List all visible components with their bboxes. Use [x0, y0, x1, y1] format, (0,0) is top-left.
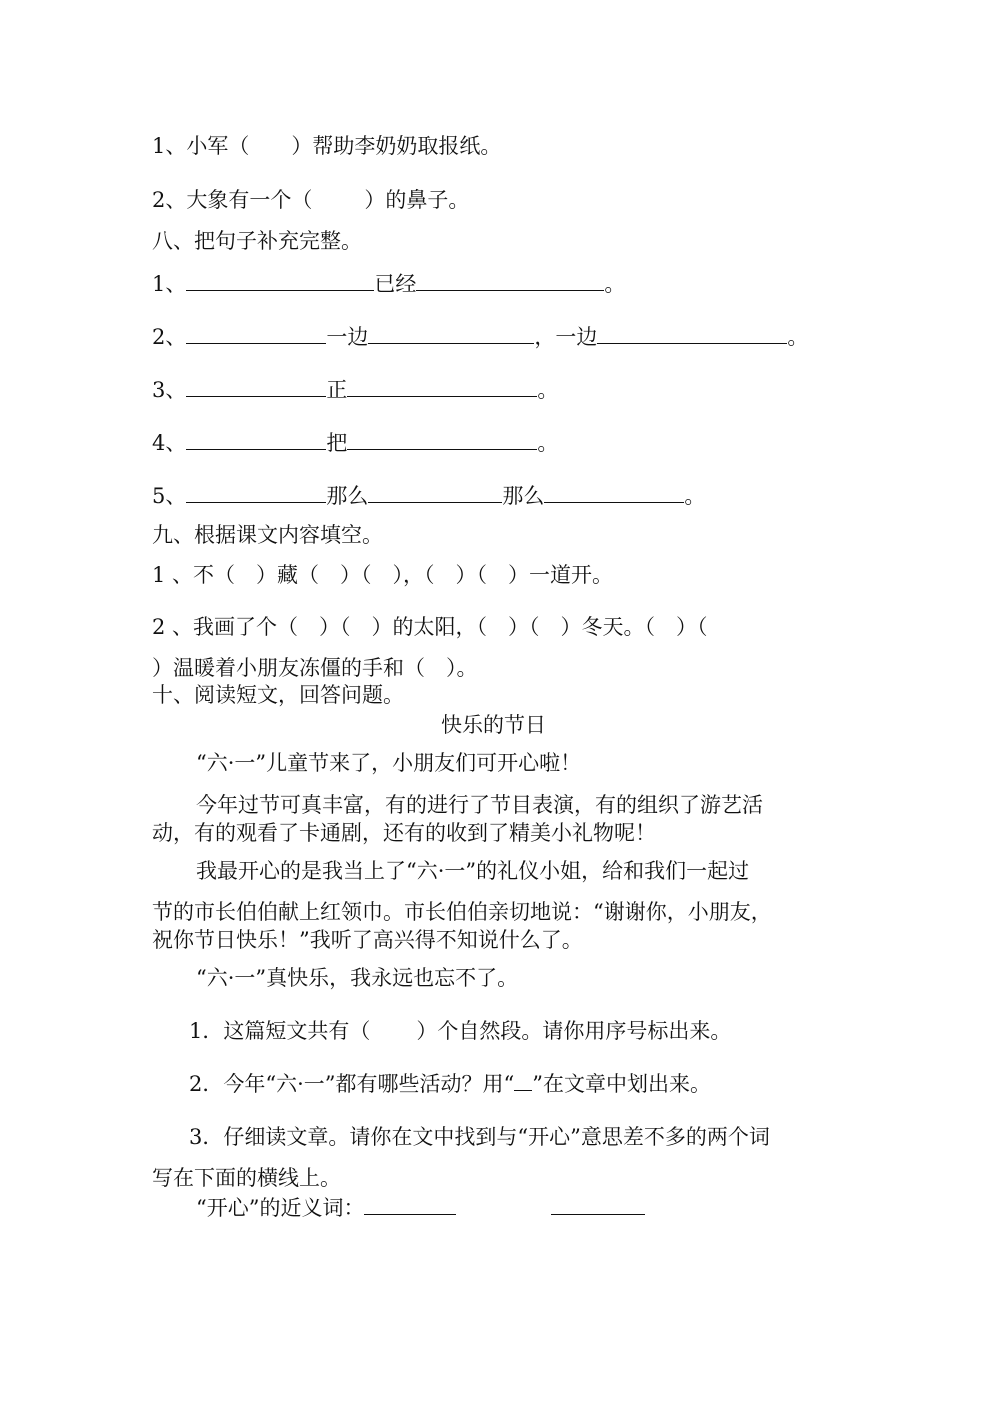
story-paragraph-2-line-1: 今年过节可真丰富，有的进行了节目表演，有的组织了游艺活	[196, 793, 763, 817]
fill-blank[interactable]	[544, 484, 684, 503]
sec9-line-2: 2 、我画了个（ ）（ ）的太阳，（ ）（ ）冬天。（ ）（	[152, 615, 708, 639]
fill-blank[interactable]	[368, 325, 534, 344]
question-3-line-2: 写在下面的横线上。	[152, 1166, 341, 1190]
question-2: 2．今年“六·一”都有哪些活动？用“ ”在文章中划出来。	[189, 1072, 711, 1096]
synonym-blank-1[interactable]	[364, 1196, 456, 1215]
sec9-line-3: ）温暖着小朋友冻僵的手和（ ）。	[152, 656, 478, 680]
fill-blank[interactable]	[186, 484, 326, 503]
sec8-line-4: 4、 把 。	[152, 431, 559, 455]
story-paragraph-1: “六·一”儿童节来了，小朋友们可开心啦！	[196, 751, 582, 775]
underline-sample	[514, 1076, 532, 1091]
synonym-blank-2[interactable]	[551, 1196, 645, 1215]
story-paragraph-3-line-2: 节的市长伯伯献上红领巾。市长伯伯亲切地说：“谢谢你，小朋友，	[152, 900, 772, 924]
fill-blank[interactable]	[368, 484, 502, 503]
story-paragraph-2-line-2: 动，有的观看了卡通剧，还有的收到了精美小礼物呢！	[152, 821, 656, 845]
fill-blank[interactable]	[186, 272, 374, 291]
story-paragraph-3-line-3: 祝你节日快乐！”我听了高兴得不知说什么了。	[152, 928, 583, 952]
fill-blank[interactable]	[347, 378, 537, 397]
sec8-line-3: 3、 正 。	[152, 378, 559, 402]
story-title: 快乐的节日	[441, 713, 546, 737]
sec8-line-2: 2、 一边 ，一边 。	[152, 325, 809, 349]
question-3-answer-line: “开心”的近义词：	[196, 1196, 645, 1219]
fill-blank[interactable]	[597, 325, 787, 344]
sec10-title: 十、阅读短文，回答问题。	[152, 683, 404, 707]
sec7-q2: 2、大象有一个（ ）的鼻子。	[152, 188, 470, 212]
sec8-line-5: 5、 那么 那么 。	[152, 484, 706, 508]
question-1: 1．这篇短文共有（ ）个自然段。请你用序号标出来。	[189, 1019, 732, 1043]
sec9-line-1: 1 、不（ ）藏（ ）（ ），（ ）（ ）一道开。	[152, 563, 614, 587]
fill-blank[interactable]	[347, 431, 537, 450]
fill-blank[interactable]	[186, 431, 326, 450]
story-paragraph-4: “六·一”真快乐，我永远也忘不了。	[196, 966, 519, 990]
sec7-q1: 1、小军（ ）帮助李奶奶取报纸。	[152, 134, 502, 158]
fill-blank[interactable]	[186, 325, 326, 344]
sec8-title: 八、把句子补充完整。	[152, 229, 362, 253]
story-paragraph-3-line-1: 我最开心的是我当上了“六·一”的礼仪小姐，给和我们一起过	[196, 859, 750, 883]
fill-blank[interactable]	[186, 378, 326, 397]
sec9-title: 九、根据课文内容填空。	[152, 523, 383, 547]
sec8-line-1: 1、 已经 。	[152, 272, 626, 296]
fill-blank[interactable]	[416, 272, 604, 291]
question-3-line-1: 3．仔细读文章。请你在文中找到与“开心”意思差不多的两个词	[189, 1125, 770, 1149]
